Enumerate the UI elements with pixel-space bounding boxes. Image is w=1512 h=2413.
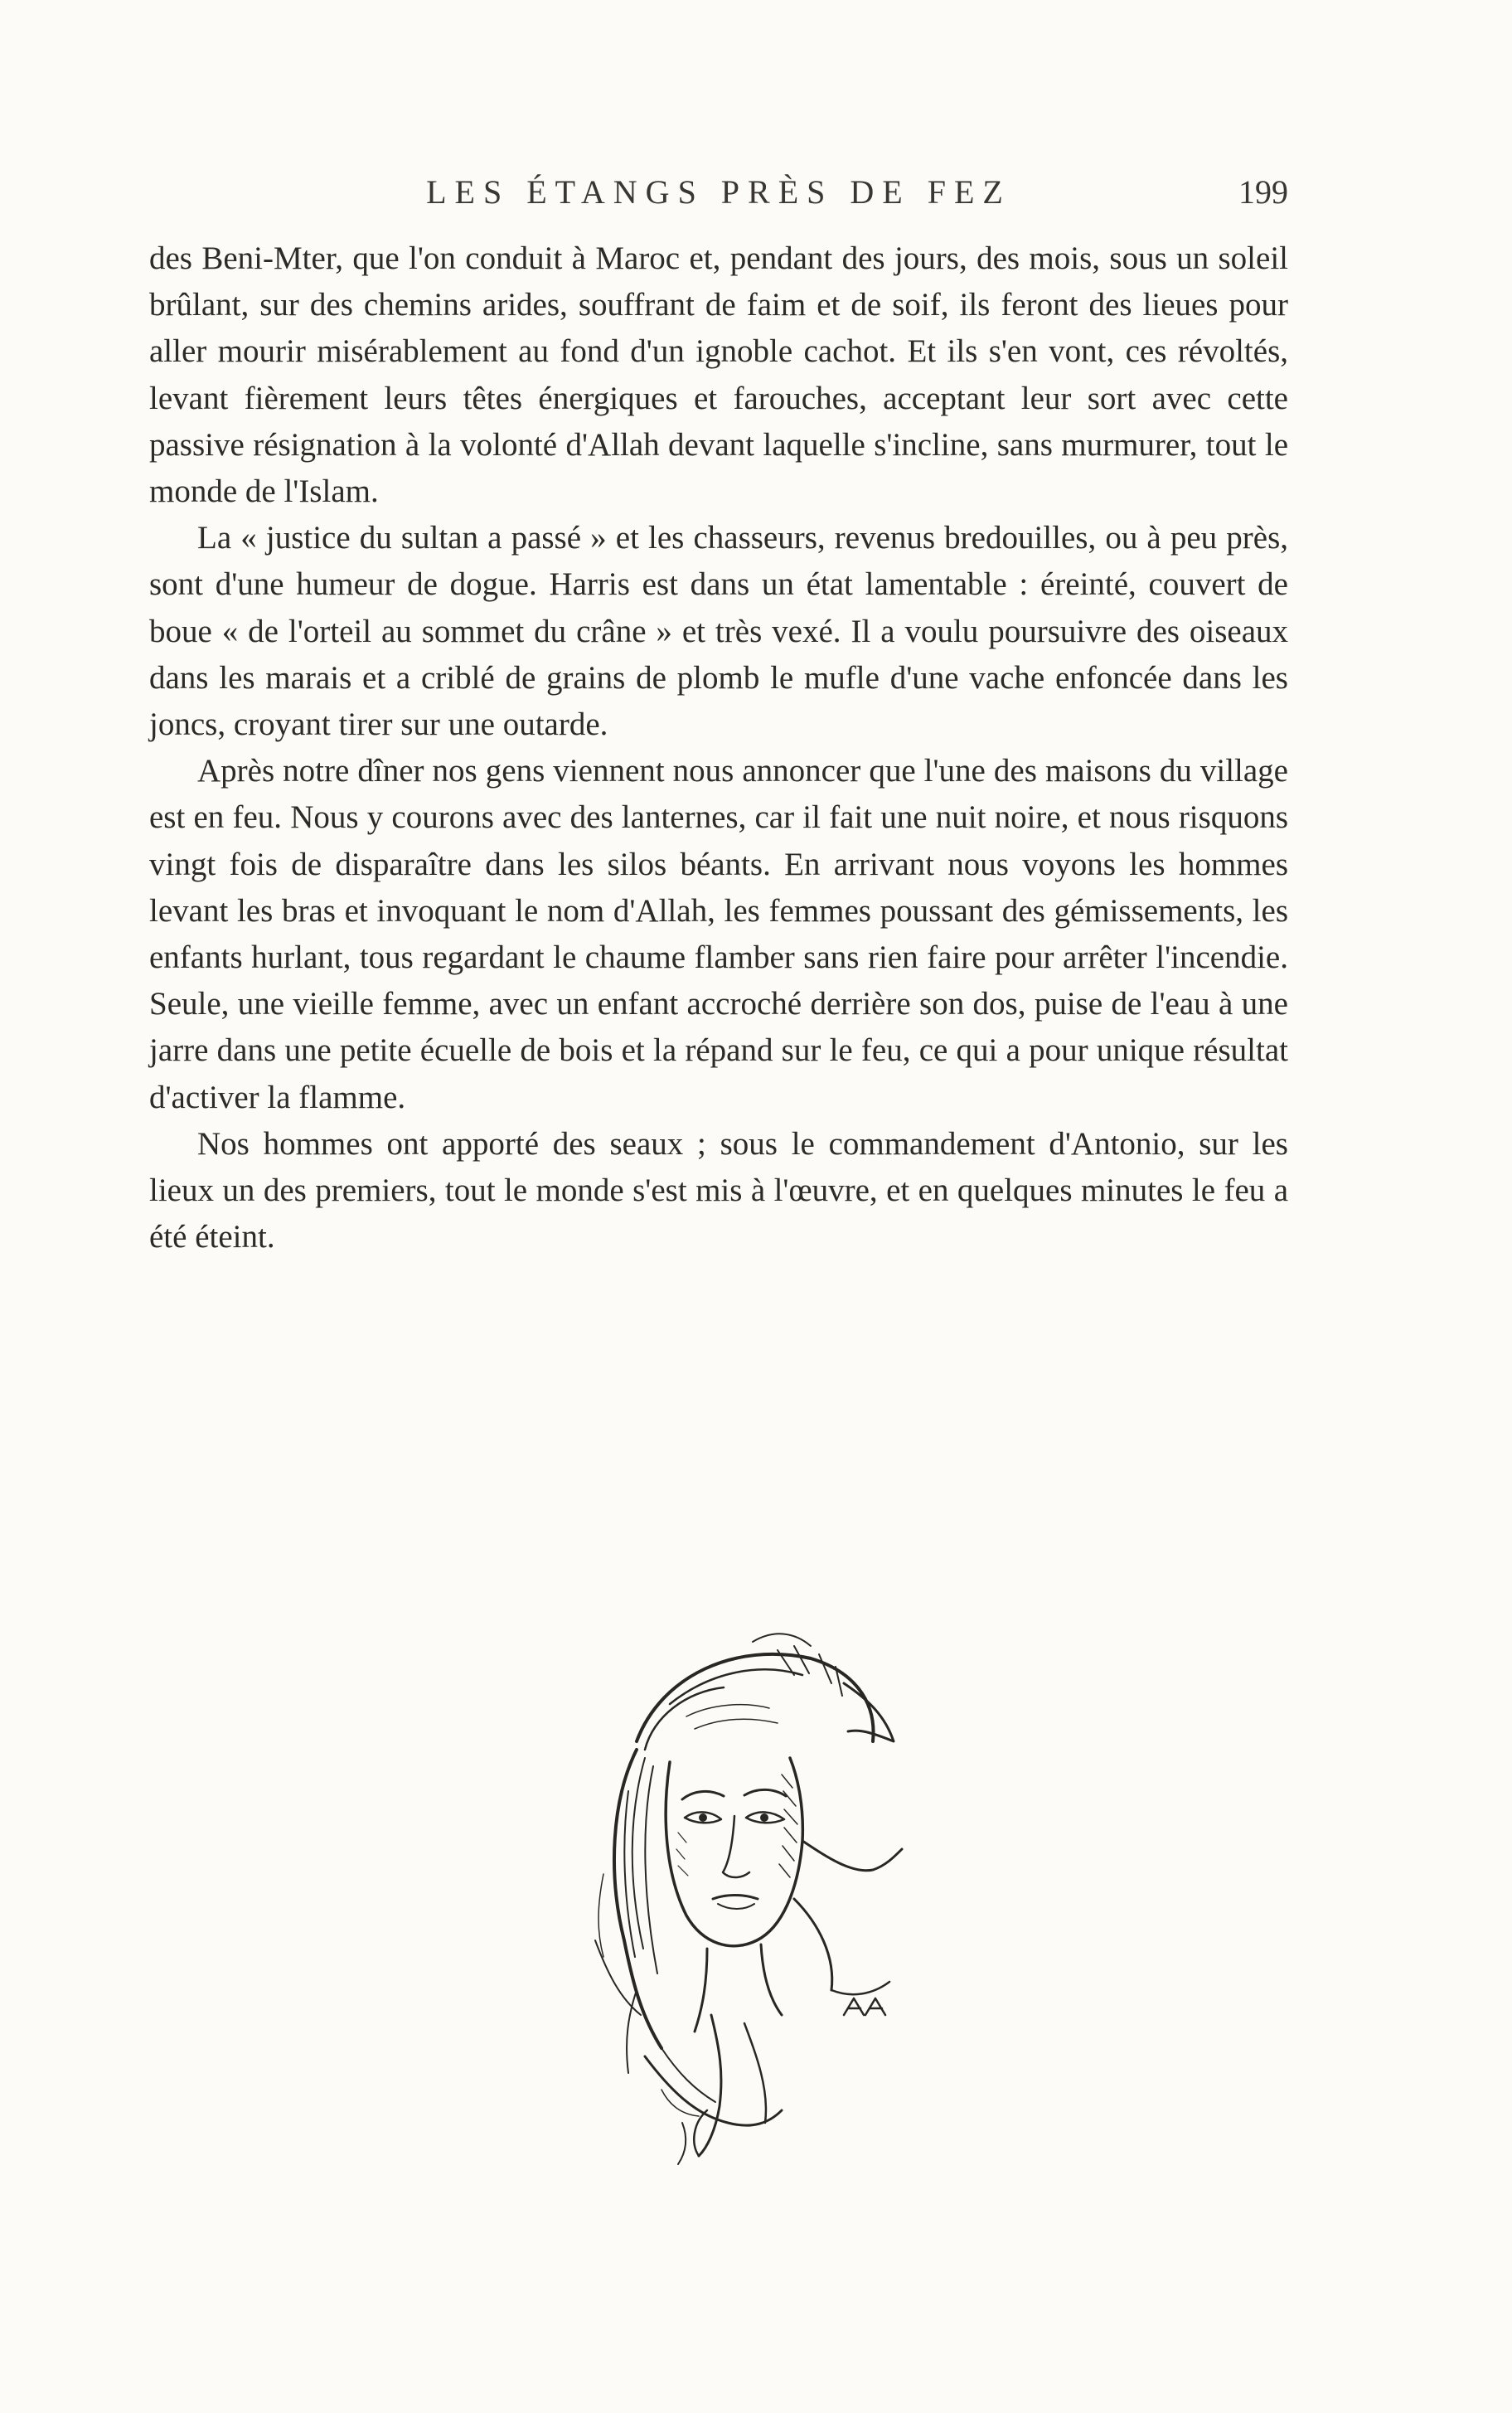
running-head [149,172,1288,219]
paragraph: Nos hommes ont apporté des seaux ; sous le commandement d'Antonio, sur les lieux un des premiers, tout le monde s'est mis à l'œuvre, et en quelques minutes le feu a été éteint. [149,1125,1288,1255]
paragraph: des Beni-Mter, que l'on conduit à Maroc et, pendant des jours, des mois, sous un soleil brûlant, sur des chemins arides, souffrant de faim et de soif, ils feront des lieues pour aller mourir misérablement au fond d'un ignoble cachot. Et ils s'en vont, ces révoltés, levant fièrement leurs têtes énergiques et farouches, acceptant leur sort avec cette passive résignation à la volonté d'Allah devant laquelle s'incline, sans murmurer, tout le monde de l'Islam. [149,240,1288,510]
running-title: LES ÉTANGS PRÈS DE FEZ [426,173,1011,211]
paragraph: La « justice du sultan a passé » et les chasseurs, revenus bredouilles, ou à peu près, sont d'une humeur de dogue. Harris est dans un état lamentable : éreinté, couvert de boue « de l'orteil au sommet du crâne » et très vexé. Il a voulu poursuivre des oiseaux dans les marais et a criblé de grains de plomb le mufle d'une vache enfoncée dans les joncs, croyant tirer sur une outarde. [149,520,1288,743]
page-number: 199 [1238,173,1288,211]
woman-head-vignette-illustration [545,1625,935,2181]
paragraph: Après notre dîner nos gens viennent nous annoncer que l'une des maisons du village est en feu. Nous y courons avec des lanternes, car il fait une nuit noire, et nous risquons vingt fois de disparaître dans les silos béants. En arrivant nous voyons les hommes levant les bras et invoquant le nom d'Allah, les femmes poussant des gémissements, les enfants hurlant, tous regardant le chaume flamber sans rien faire pour arrêter l'incendie. Seule, une vieille femme, avec un enfant accroché derrière son dos, puise de l'eau à une jarre dans une petite écuelle de bois et la répand sur le feu, ce qui a pour unique résultat d'activer la flamme. [149,753,1288,1115]
body-text [149,235,1288,1260]
